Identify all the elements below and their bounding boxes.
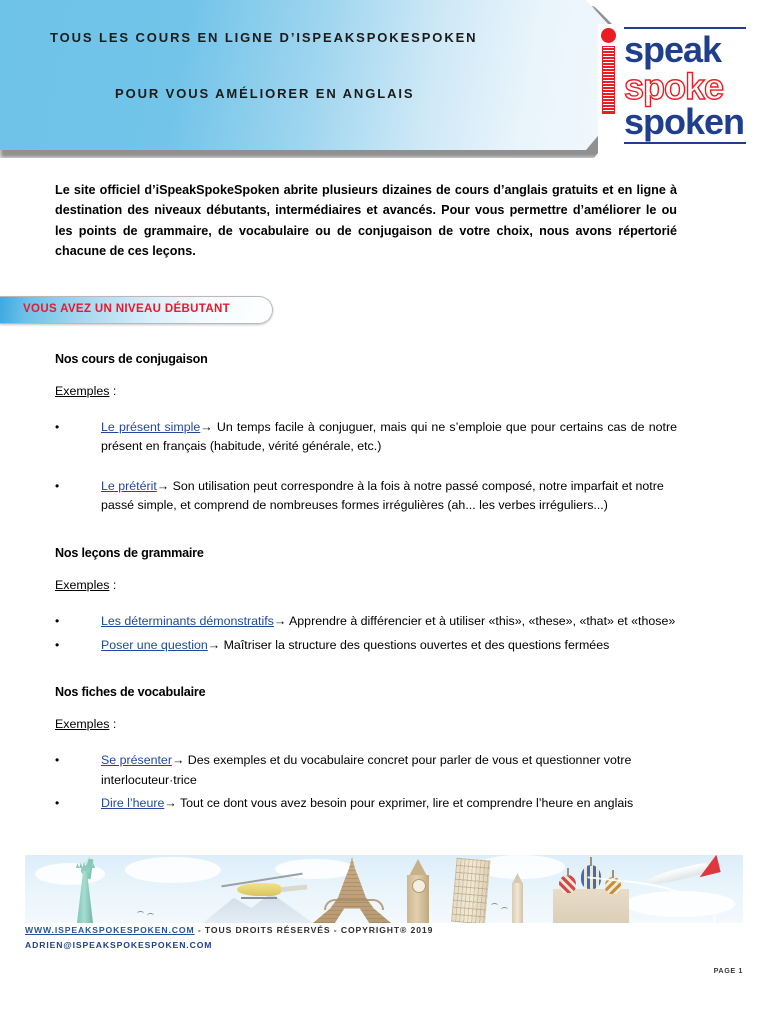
level-badge <box>0 296 273 324</box>
header-title-line2: POUR VOUS AMÉLIORER EN ANGLAIS <box>115 86 415 101</box>
arrow-icon: → <box>171 753 185 768</box>
examples-label-text: Exemples <box>55 383 110 398</box>
list-item <box>55 636 677 656</box>
lesson-link[interactable]: Poser une question <box>101 637 208 652</box>
bullet-list <box>55 418 677 457</box>
header-banner <box>0 0 652 150</box>
arrow-icon: → <box>156 478 170 493</box>
page-header <box>0 0 768 160</box>
section-vocabulaire <box>55 685 677 814</box>
section-grammaire <box>55 546 677 655</box>
list-item-description: Tout ce dont vous avez besoin pour exprimer, lire et comprendre l’heure en anglais <box>176 796 634 811</box>
list-item <box>55 751 677 790</box>
section-title: Nos leçons de grammaire <box>55 545 204 560</box>
list-item-body <box>101 612 677 632</box>
airplane-icon <box>647 862 710 888</box>
footer-email[interactable]: ADRIEN@ISPEAKSPOKESPOKEN.COM <box>25 940 213 950</box>
header-title-line1: TOUS LES COURS EN LIGNE D’ISPEAKSPOKESPOKEN <box>50 30 478 45</box>
document-body <box>0 160 768 814</box>
list-item <box>55 612 677 632</box>
examples-label-text: Exemples <box>55 577 110 592</box>
logo-i-dot-icon <box>601 28 616 43</box>
section-title: Nos cours de conjugaison <box>55 351 208 366</box>
bird-icon <box>147 913 154 918</box>
list-item-description: Des exemples et du vocabulaire concret pour parler de vous et questionner votre interlocuteur·trice <box>101 753 632 787</box>
lesson-link[interactable]: Le prétérit <box>101 478 157 493</box>
footer-website-link[interactable]: WWW.ISPEAKSPOKESPOKEN.COM <box>25 925 195 935</box>
bullet-icon: • <box>55 419 60 434</box>
list-item-description: Apprendre à différencier et à utiliser «this», «these», «that» et «those» <box>286 613 676 628</box>
dome-spike-icon <box>612 870 614 878</box>
logo-word-spoken: spoken <box>624 101 745 142</box>
big-ben-clock-icon <box>412 879 426 893</box>
footer-copyright <box>25 925 433 935</box>
intro-paragraph: Le site officiel d’iSpeakSpokeSpoken abrite plusieurs dizaines de cours d’anglais gratuits et en ligne à destination des niveaux débutants, intermédiaires et avancés. Pour vous permettre d’améliorer le ou les points de grammaire, de vocabulaire ou de conjugaison de votre choix, nous avons répertorié chacune de ces leçons. <box>55 183 677 259</box>
arrow-icon: → <box>164 796 177 811</box>
bird-icon <box>501 907 508 912</box>
logo-word-speak: speak <box>624 29 722 70</box>
lesson-link[interactable]: Le présent simple <box>101 419 201 434</box>
bullet-icon: • <box>55 796 60 811</box>
section-conjugaison <box>55 352 677 516</box>
lesson-link[interactable]: Les déterminants démonstratifs <box>101 613 274 628</box>
bird-icon <box>137 911 144 916</box>
examples-label <box>55 578 677 592</box>
footer-landmarks-image <box>25 855 743 923</box>
list-item-description: Maîtriser la structure des questions ouvertes et des questions fermées <box>220 637 610 652</box>
list-item <box>55 794 677 814</box>
list-item-body <box>101 636 677 656</box>
examples-label-colon: : <box>109 577 117 592</box>
level-badge-label: VOUS AVEZ UN NIVEAU DÉBUTANT <box>23 302 231 315</box>
bullet-icon: • <box>55 478 60 493</box>
cloud-icon <box>35 863 105 885</box>
bullet-icon: • <box>55 613 60 628</box>
section-title: Nos fiches de vocabulaire <box>55 685 206 700</box>
dome-spike-icon <box>567 868 569 876</box>
bullet-list <box>55 477 677 516</box>
leaning-tower-of-pisa-icon <box>451 858 490 923</box>
bullet-list <box>55 612 677 655</box>
arrow-icon: → <box>273 613 287 628</box>
cloud-icon <box>125 857 221 883</box>
examples-label <box>55 717 677 731</box>
minaret-icon <box>512 883 523 923</box>
logo-rule-bottom <box>624 142 746 144</box>
bullet-list <box>55 751 677 814</box>
logo-word-spoke: spoke <box>624 66 724 107</box>
list-item-description: Son utilisation peut correspondre à la fois à notre passé composé, notre imparfait et notre passé simple, et comprend de nombreuses formes irrégulières (ah... les verbes irréguliers...) <box>101 478 664 513</box>
bird-icon <box>491 903 498 908</box>
arrow-icon: → <box>207 637 221 652</box>
ispeakspokespoken-logo <box>598 24 748 154</box>
examples-label <box>55 384 677 398</box>
list-item <box>55 477 677 516</box>
lesson-link[interactable]: Dire l’heure <box>101 796 165 811</box>
list-item-body <box>101 751 677 790</box>
list-item <box>55 418 677 457</box>
bullet-icon: • <box>55 637 60 652</box>
examples-label-colon: : <box>109 383 117 398</box>
examples-label-text: Exemples <box>55 717 110 732</box>
helicopter-tail-icon <box>277 884 307 892</box>
footer-rights-text: - TOUS DROITS RÉSERVÉS - COPYRIGHT® 2019 <box>194 925 434 935</box>
helicopter-skid-icon <box>241 897 277 899</box>
page-number: PAGE 1 <box>713 966 743 975</box>
lesson-link[interactable]: Se présenter <box>101 753 172 768</box>
helicopter-icon <box>237 883 281 896</box>
list-item-body <box>101 794 677 814</box>
eiffel-tower-arch-icon <box>324 899 384 910</box>
arrow-icon: → <box>200 419 213 434</box>
logo-i-stem-icon <box>602 46 615 114</box>
examples-label-colon: : <box>109 717 117 732</box>
big-ben-spire-icon <box>409 859 427 876</box>
onion-dome-icon <box>559 875 576 893</box>
list-item-body <box>101 418 677 457</box>
list-item-description: Un temps facile à conjuguer, mais qui ne s’emploie que pour certains cas de notre présent en français (habitude, vérité générale, etc.) <box>101 419 677 454</box>
bullet-icon: • <box>55 753 60 768</box>
list-item-body <box>101 477 677 516</box>
dome-spike-icon <box>590 857 592 866</box>
